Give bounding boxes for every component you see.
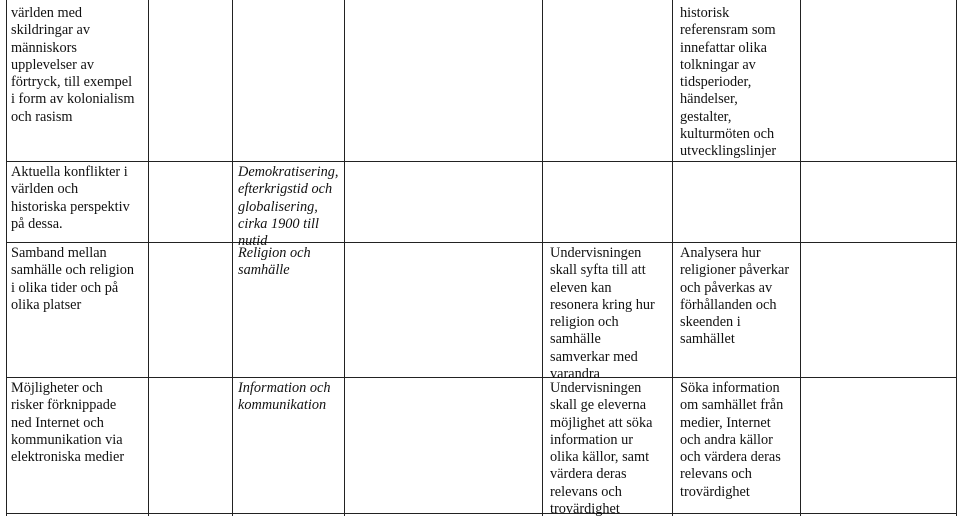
cell-col1-row1: världen med skildringar av människors upplevelser av förtryck, till exempel i form av kolonialism och rasism xyxy=(11,5,135,125)
cell-col1-row2: Aktuella konflikter i världen och historiska perspektiv på dessa. xyxy=(11,164,130,232)
column-divider-6 xyxy=(800,0,801,516)
cell-col4-row4: Undervisningen skall ge eleverna möjlighet att söka information ur olika källor, samt värdera deras relevans och trovärdighet xyxy=(550,380,653,518)
row-divider-2 xyxy=(6,242,957,243)
column-divider-3 xyxy=(344,0,345,516)
cell-col1-row3: Samband mellan samhälle och religion i olika tider och på olika platser xyxy=(11,245,135,313)
table-border-bottom xyxy=(6,513,957,514)
column-divider-5 xyxy=(672,0,673,516)
cell-col2-row3: Religion och samhälle xyxy=(238,245,311,279)
row-divider-3 xyxy=(6,377,957,378)
cell-col2-row4: Information och kommunikation xyxy=(238,380,331,414)
column-divider-2 xyxy=(232,0,233,516)
column-divider-4 xyxy=(542,0,543,516)
cell-col2-row2: Demokratisering, efterkrigstid och globalisering, cirka 1900 till nutid xyxy=(238,164,339,250)
column-divider-1 xyxy=(148,0,149,516)
row-divider-1 xyxy=(6,161,957,162)
table-border-left xyxy=(6,0,7,516)
cell-col5-row1: historisk referensram som innefattar olika tolkningar av tidsperioder, händelser, gestalter, kulturmöten och utvecklingslinjer xyxy=(680,5,777,160)
cell-col5-row3: Analysera hur religioner påverkar och påverkas av förhållanden och skeenden i samhället xyxy=(680,245,790,348)
cell-col5-row4: Söka information om samhället från medier, Internet och andra källor och värdera deras relevans och trovärdighet xyxy=(680,380,784,500)
cell-col4-row3: Undervisningen skall syfta till att eleven kan resonera kring hur religion och samhälle samverkar med varandra xyxy=(550,245,655,383)
table-border-right xyxy=(956,0,957,516)
cell-col1-row4: Möjligheter och risker förknippade ned Internet och kommunikation via elektroniska medier xyxy=(11,380,125,466)
